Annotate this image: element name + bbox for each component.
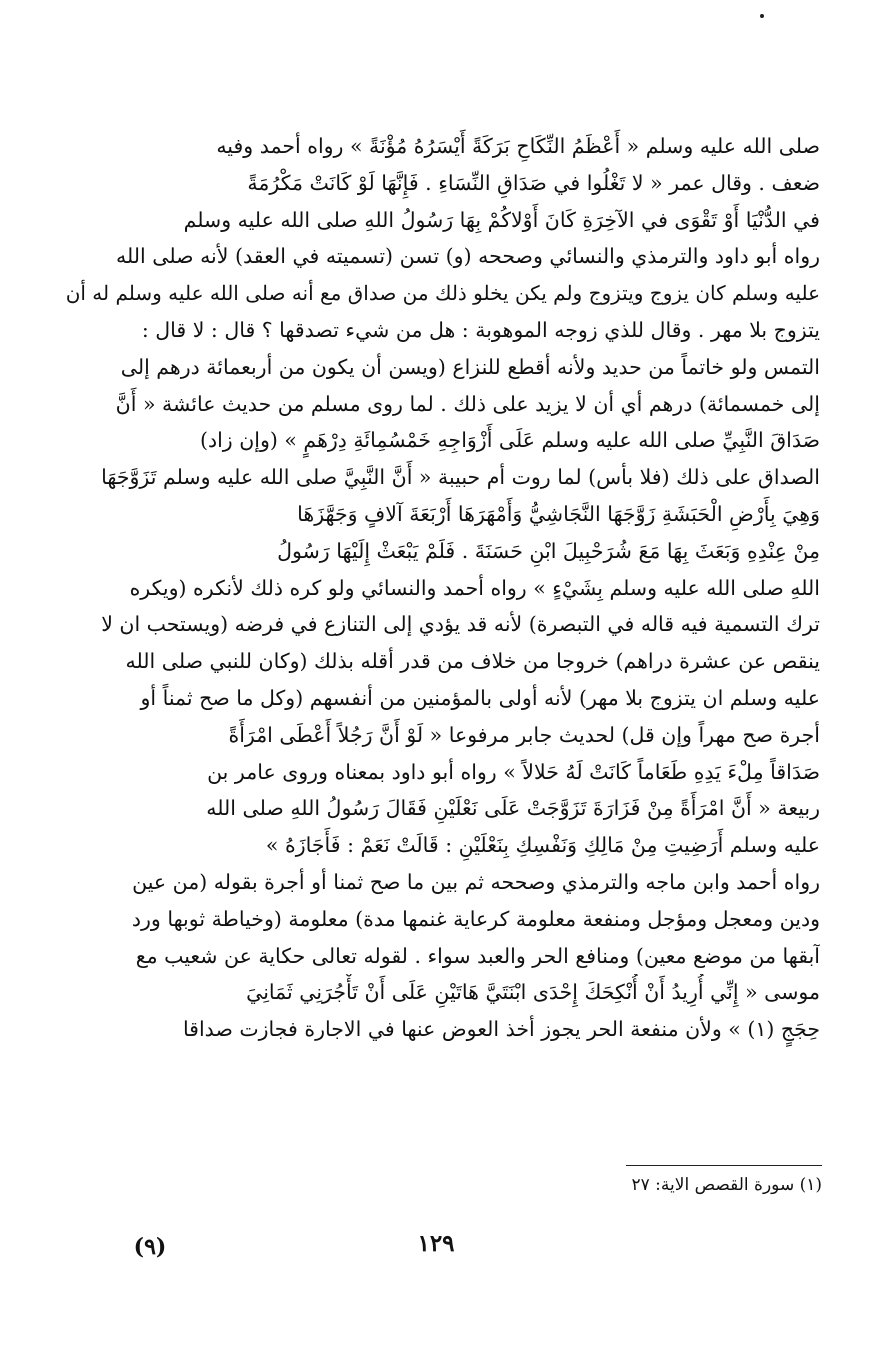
text-line: إلى خمسمائة) درهم أي أن لا يزيد على ذلك . لما روى مسلم من حديث عائشة « أَنَّ: [115, 391, 820, 416]
text-line: وَهِيَ بِأَرْضِ الْحَبَشَةِ زَوَّجَهَا النَّجَاشِيُّ وَأَمْهَرَهَا أَرْبَعَةَ آلافٍ وَجَهَّزَهَا: [297, 501, 820, 526]
text-line: ربيعة « أَنَّ امْرَأَةً مِنْ فَزَارَةَ تَزَوَّجَتْ عَلَى نَعْلَيْنِ فَقَالَ رَسُولُ اللهِ صلى الله: [206, 796, 820, 821]
text-line: ودين ومعجل ومؤجل ومنفعة معلومة كرعاية غنمها مدة) معلومة (وخياطة ثوبها ورد: [131, 906, 820, 931]
text-line: صَدَاقَ النَّبِيِّ صلى الله عليه وسلم عَلَى أَزْوَاجِهِ خَمْسُمِائَةِ دِرْهَمٍ » (وإن زاد): [199, 428, 820, 453]
text-line: ينقص عن عشرة دراهم) خروجا من خلاف من قدر أقله بذلك (وكان للنبي صلى الله: [125, 649, 820, 674]
signature-mark: (٩): [133, 1234, 167, 1260]
text-line: عليه وسلم أَرَضِيتِ مِنْ مَالِكِ وَنَفْسِكِ بِنَعْلَيْنِ : قَالَتْ نَعَمْ : فَأَجَازَهُ »: [265, 833, 820, 858]
footnote: (١) سورة القصص الاية: ٢٧: [631, 1175, 822, 1195]
text-line: ترك التسمية فيه قاله في التبصرة) لأنه قد يؤدي إلى التنازع في فرضه (ويستحب ان لا: [101, 612, 820, 637]
text-line: ضعف . وقال عمر « لا تَغْلُوا في صَدَاقِ النِّسَاءِ . فَإِنَّهَا لَوْ كَانَتْ مَكْرُمَةً: [247, 170, 820, 195]
text-line: اللهِ صلى الله عليه وسلم بِشَيْءٍ » رواه أحمد والنسائي ولو كره ذلك لأنكره (ويكره: [129, 575, 820, 600]
text-line: أجرة صح مهراً وإن قل) لحديث جابر مرفوعا « لَوْ أَنَّ رَجُلاً أَعْطَى امْرَأَةً: [228, 722, 820, 747]
text-line: صلى الله عليه وسلم « أَعْظَمُ النِّكَاحِ بَرَكَةً أَيْسَرُهُ مُؤْنَةً » رواه أحمد وفيه: [216, 134, 820, 158]
body-text: [62, 128, 820, 1048]
text-line: حِجَجٍ (١) » ولأن منفعة الحر يجوز أخذ العوض عنها في الاجارة فجازت صداقا: [182, 1017, 820, 1042]
text-line: يتزوج بلا مهر . وقال للذي زوجه الموهوبة : هل من شيء تصدقها ؟ قال : لا قال :: [141, 317, 820, 342]
page-number: ١٢٩: [417, 1230, 455, 1257]
text-line: عليه وسلم ان يتزوج بلا مهر) لأنه أولى بالمؤمنين من أنفسهم (وكل ما صح ثمناً أو: [140, 685, 820, 710]
text-line: في الدُّنْيَا أَوْ تَقْوَى في الآخِرَةِ كَانَ أَوْلاكُمْ بِهَا رَسُولُ اللهِ صلى الله عليه وسلم: [183, 207, 820, 232]
text-line: الصداق على ذلك (فلا بأس) لما روت أم حبيبة « أَنَّ النَّبِيَّ صلى الله عليه وسلم تَزَوَّجَهَا: [101, 465, 820, 490]
text-line: رواه أحمد وابن ماجه والترمذي وصححه ثم بين ما صح ثمنا أو أجرة بقوله (من عين: [132, 869, 820, 894]
text-line: التمس ولو خاتماً من حديد ولأنه أقطع للنزاع (ويسن أن يكون من أربعمائة درهم إلى: [120, 354, 820, 379]
text-line: عليه وسلم كان يزوج ويتزوج ولم يكن يخلو ذلك من صداق مع أنه صلى الله عليه وسلم له أن: [65, 281, 820, 306]
footnote-divider: [626, 1165, 822, 1166]
text-line: مِنْ عِنْدِهِ وَبَعَثَ بِهَا مَعَ شُرَحْبِيلَ ابْنِ حَسَنَةَ . فَلَمْ يَبْعَثْ إِلَيْهَا رَسُولُ: [277, 538, 820, 563]
text-line: رواه أبو داود والترمذي والنسائي وصححه (و) تسن (تسميته في العقد) لأنه صلى الله: [116, 244, 820, 269]
text-line: آبقها من موضع معين) ومنافع الحر والعبد سواء . لقوله تعالى حكاية عن شعيب مع: [135, 943, 820, 968]
text-line: صَدَاقاً مِلْءَ يَدِهِ طَعَاماً كَانَتْ لَهُ حَلالاً » رواه أبو داود بمعناه وروى عامر بن: [207, 759, 820, 784]
ink-speck: [760, 14, 764, 18]
text-line: موسى « إِنِّي أُرِيدُ أَنْ أُنْكِحَكَ إِحْدَى ابْنَتَيَّ هَاتَيْنِ عَلَى أَنْ تَأْجُرَنِي ثَمَانِيَ: [246, 980, 820, 1005]
